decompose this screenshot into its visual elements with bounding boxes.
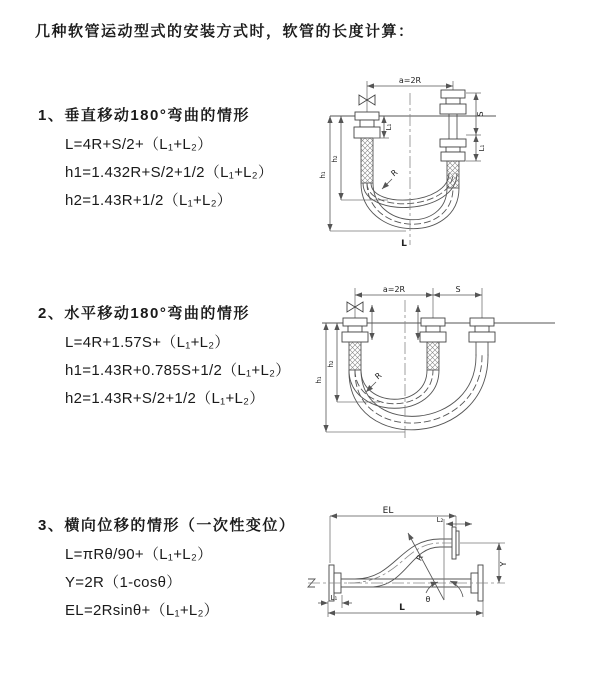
- formula-line: Y=2R（1-cosθ）: [65, 574, 182, 591]
- formula-line: L=4R+S/2+（L₁+L₂）: [65, 136, 213, 153]
- dim-label-h1: h₁: [315, 376, 323, 384]
- diagram-vertical-180-bend: [310, 73, 592, 263]
- braided-hose-section: [349, 342, 361, 370]
- flange-fitting: [440, 90, 466, 114]
- formula-line: h2=1.43R+S/2+1/2（L₁+L₂）: [65, 390, 265, 407]
- angle-arrow: [426, 582, 438, 593]
- dim-label-a2r: a=2R: [398, 76, 422, 85]
- formula-line: L=πRθ/90+（L₁+L₂）: [65, 546, 213, 563]
- radius-label: R: [389, 167, 400, 179]
- formula-line: h1=1.43R+0.785S+1/2（L₁+L₂）: [65, 362, 291, 379]
- dim-label-l1: L₁: [330, 594, 338, 602]
- section-vertical-movement: [38, 106, 273, 210]
- flange: [452, 527, 459, 559]
- formula-line: h1=1.432R+S/2+1/2（L₁+L₂）: [65, 164, 274, 181]
- page-title: 几种软管运动型式的安装方式时，软管的长度计算：: [35, 23, 415, 40]
- flange-fitting: [342, 318, 368, 342]
- radius-label: R: [414, 553, 426, 563]
- length-label: L: [401, 239, 407, 249]
- formula-line: L=4R+1.57S+（L₁+L₂）: [65, 334, 230, 351]
- dim-label-h2: h₂: [331, 155, 339, 163]
- diagram-lateral-displacement: [300, 503, 598, 643]
- hose-s-curve: [348, 539, 452, 587]
- braided-hose-section: [361, 138, 373, 183]
- formula-line: h2=1.43R+1/2（L₁+L₂）: [65, 192, 233, 209]
- radius-leader-line: [382, 179, 392, 189]
- braided-hose-section: [427, 342, 439, 370]
- dim-label-l1: L₁: [478, 144, 486, 152]
- dim-label-s: S: [476, 111, 485, 117]
- dim-label-a2r: a=2R: [382, 285, 406, 294]
- radius-leader-line: [366, 382, 376, 392]
- dim-label-y: Y: [499, 561, 508, 567]
- dim-label-h2: h₂: [327, 360, 335, 368]
- radius-label: R: [373, 370, 384, 382]
- dim-label-l2: L₂: [436, 516, 444, 524]
- length-label: L: [399, 603, 405, 613]
- section-heading: 2、水平移动180°弯曲的情形: [38, 305, 250, 322]
- diagram-horizontal-180-bend: [310, 280, 593, 458]
- flange-fitting: [469, 318, 495, 342]
- dim-label-h1: h₁: [319, 171, 327, 179]
- hose-arcs: [349, 354, 488, 430]
- section-horizontal-movement: [38, 304, 291, 408]
- dim-label-el: EL: [382, 506, 394, 516]
- section-heading: 1、垂直移动180°弯曲的情形: [38, 107, 250, 124]
- formula-line: EL=2Rsinθ+（L₁+L₂）: [65, 602, 219, 619]
- flange-fitting: [420, 318, 446, 342]
- flange-fitting: [354, 112, 380, 138]
- angle-arrow: [450, 581, 463, 597]
- section-heading: 3、横向位移的情形（一次性变位）: [38, 517, 296, 534]
- dim-label-l1: L₁: [385, 123, 393, 131]
- angle-label: θ: [425, 595, 431, 604]
- dim-label-s: S: [455, 285, 461, 294]
- flange-fitting: [440, 139, 466, 161]
- section-lateral-displacement: [38, 516, 295, 620]
